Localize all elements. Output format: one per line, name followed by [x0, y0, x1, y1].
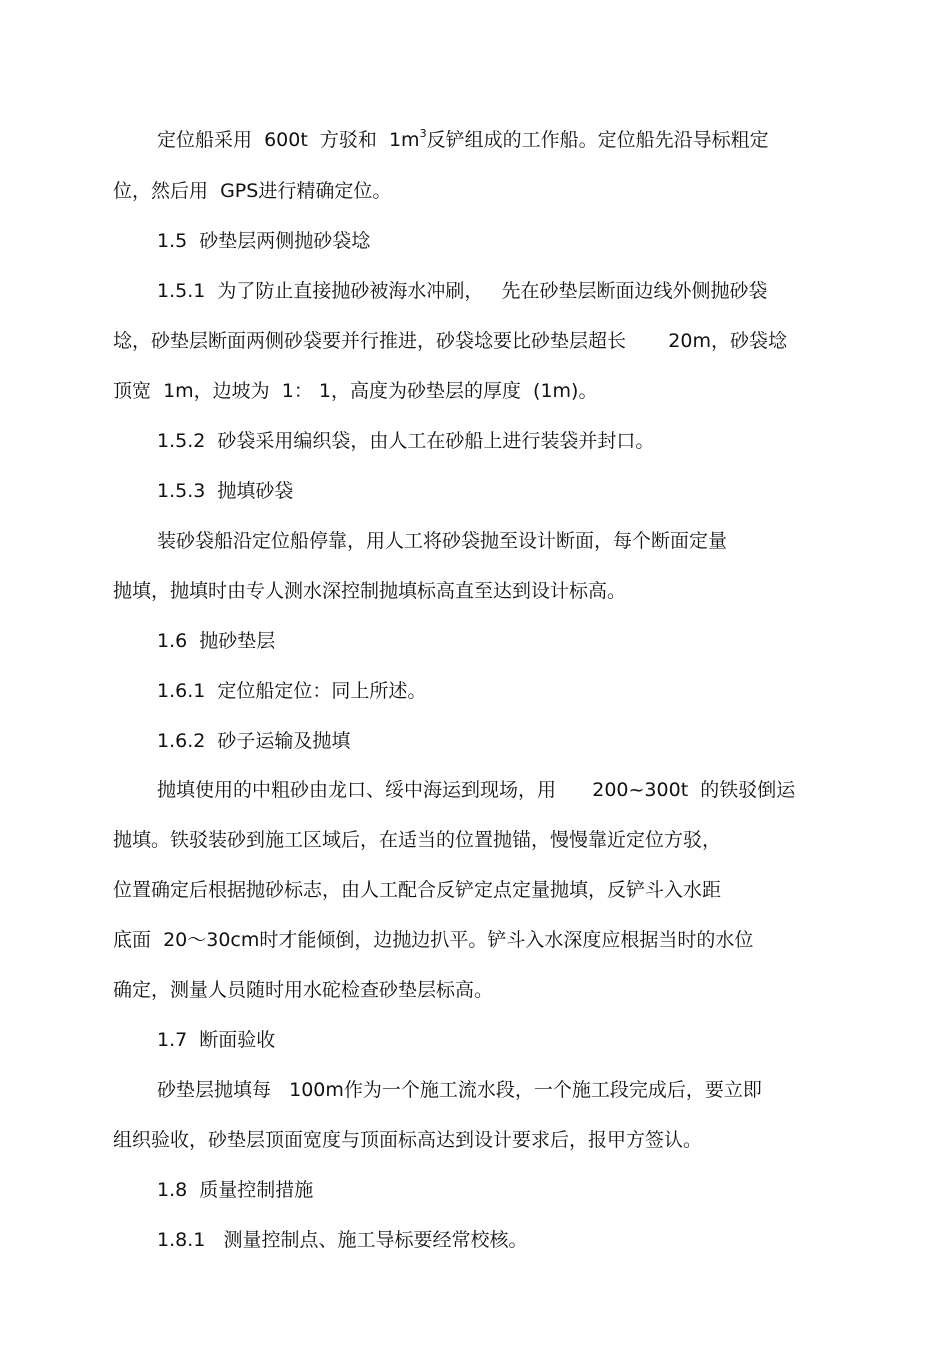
- heading-1-6-2: 1.6.2 砂子运输及抛填: [157, 730, 351, 752]
- heading-1-6-1: 1.6.1 定位船定位：同上所述。: [157, 680, 427, 702]
- paragraph-line-21: 组织验收，砂垫层顶面宽度与顶面标高达到设计要求后，报甲方签认。: [113, 1129, 703, 1151]
- paragraph-line-4: 1.5.1 为了防止直接抛砂被海水冲刷， 先在砂垫层断面边线外侧抛砂袋: [157, 280, 768, 302]
- paragraph-line-16: 位置确定后根据抛砂标志，由人工配合反铲定点定量抛填，反铲斗入水距: [113, 879, 722, 901]
- heading-1-5-2: 1.5.2 砂袋采用编织袋，由人工在砂船上进行装袋并封口。: [157, 430, 655, 452]
- paragraph-line-5: 埝，砂垫层断面两侧砂袋要并行推进，砂袋埝要比砂垫层超长 20m，砂袋埝: [113, 330, 787, 352]
- paragraph-line-20: 砂垫层抛填每 100m作为一个施工流水段，一个施工段完成后，要立即: [157, 1079, 762, 1101]
- paragraph-line-9: 装砂袋船沿定位船停靠，用人工将砂袋抛至设计断面，每个断面定量: [157, 530, 728, 552]
- paragraph-line-15: 抛填。铁驳装砂到施工区域后，在适当的位置抛锚，慢慢靠近定位方驳，: [113, 829, 722, 851]
- line-1-text-b: 反铲组成的工作船。定位船先沿导标粗定: [426, 129, 769, 151]
- heading-1-7: 1.7 断面验收: [157, 1029, 276, 1051]
- heading-1-8-1: 1.8.1 测量控制点、施工导标要经常校核。: [157, 1229, 528, 1251]
- paragraph-line-6: 顶宽 1m，边坡为 1： 1，高度为砂垫层的厚度 (1m)。: [113, 380, 598, 402]
- paragraph-line-14: 抛填使用的中粗砂由龙口、绥中海运到现场，用 200~300t 的铁驳倒运: [157, 779, 796, 801]
- heading-1-6: 1.6 抛砂垫层: [157, 630, 276, 652]
- cubic-superscript: 3: [419, 127, 427, 140]
- paragraph-line-17: 底面 20～30cm时才能倾倒，边抛边扒平。铲斗入水深度应根据当时的水位: [113, 929, 754, 951]
- paragraph-line-18: 确定，测量人员随时用水砣检查砂垫层标高。: [113, 979, 494, 1001]
- heading-1-8: 1.8 质量控制措施: [157, 1179, 314, 1201]
- paragraph-line-1: [157, 127, 769, 153]
- heading-1-5: 1.5 砂垫层两侧抛砂袋埝: [157, 230, 371, 252]
- line-1-text-a: 定位船采用 600t 方驳和 1m: [157, 129, 420, 151]
- paragraph-line-10: 抛填，抛填时由专人测水深控制抛填标高直至达到设计标高。: [113, 580, 627, 602]
- heading-1-5-3: 1.5.3 抛填砂袋: [157, 480, 294, 502]
- paragraph-line-2: 位，然后用 GPS进行精确定位。: [113, 180, 392, 202]
